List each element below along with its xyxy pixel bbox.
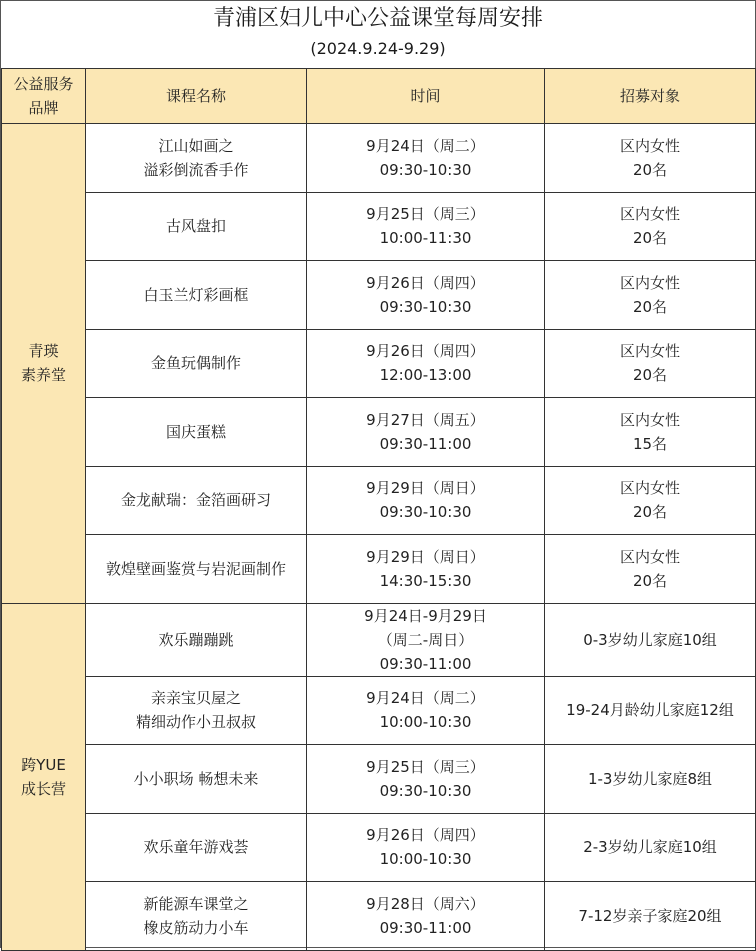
header-target: 招募对象 (545, 69, 756, 124)
table-row (2, 676, 756, 745)
table-row (2, 535, 756, 604)
target-cell: 19-24月龄幼儿家庭12组 (545, 676, 756, 745)
table-row (2, 603, 756, 676)
time-cell: 9月26日（周四） 09:30-10:30 (307, 261, 545, 330)
schedule-table (1, 68, 756, 951)
time-cell: 9月24日（周二） 09:30-10:30 (307, 124, 545, 193)
table-row (2, 192, 756, 261)
table-row (2, 261, 756, 330)
brand-cell: 跨YUE 成长营 (2, 603, 86, 950)
table-row (2, 398, 756, 467)
target-cell: 2-3岁幼儿家庭10组 (545, 813, 756, 882)
course-cell: 白玉兰灯彩画框 (86, 261, 307, 330)
course-cell: 金龙献瑞：金箔画研习 (86, 466, 307, 535)
course-cell: 亲亲宝贝屋之 精细动作小丑叔叔 (86, 676, 307, 745)
time-cell: 9月24日（周二） 10:00-10:30 (307, 676, 545, 745)
table-row (2, 124, 756, 193)
table-row (2, 745, 756, 814)
page-title: 青浦区妇儿中心公益课堂每周安排 (212, 6, 543, 31)
course-cell: 欢乐蹦蹦跳 (86, 603, 307, 676)
course-cell: 小小职场 畅想未来 (86, 745, 307, 814)
course-cell: 金鱼玩偶制作 (86, 329, 307, 398)
target-cell: 0-3岁幼儿家庭10组 (545, 603, 756, 676)
course-cell: 江山如画之 溢彩倒流香手作 (86, 124, 307, 193)
table-row (2, 813, 756, 882)
table-row (2, 882, 756, 951)
time-cell: 9月26日（周四） 12:00-13:00 (307, 329, 545, 398)
target-cell: 区内女性 20名 (545, 535, 756, 604)
course-cell: 欢乐童年游戏荟 (86, 813, 307, 882)
course-cell: 敦煌壁画鉴赏与岩泥画制作 (86, 535, 307, 604)
target-cell: 区内女性 15名 (545, 398, 756, 467)
time-cell: 9月25日（周三） 10:00-11:30 (307, 192, 545, 261)
header-brand: 公益服务 品牌 (2, 69, 86, 124)
header-time: 时间 (307, 69, 545, 124)
target-cell: 区内女性 20名 (545, 329, 756, 398)
target-cell: 区内女性 20名 (545, 124, 756, 193)
page-subtitle: (2024.9.24-9.29) (310, 39, 446, 58)
target-cell: 区内女性 20名 (545, 261, 756, 330)
time-cell: 9月27日（周五） 09:30-11:00 (307, 398, 545, 467)
target-cell: 7-12岁亲子家庭20组 (545, 882, 756, 951)
time-cell: 9月24日-9月29日 （周二-周日） 09:30-11:00 (307, 603, 545, 676)
target-cell: 区内女性 20名 (545, 192, 756, 261)
time-cell: 9月28日（周六） 09:30-11:00 (307, 882, 545, 951)
table-row (2, 466, 756, 535)
course-cell: 新能源车课堂之 橡皮筋动力小车 (86, 882, 307, 951)
course-cell: 古风盘扣 (86, 192, 307, 261)
time-cell: 9月29日（周日） 09:30-10:30 (307, 466, 545, 535)
header-course: 课程名称 (86, 69, 307, 124)
course-cell: 国庆蛋糕 (86, 398, 307, 467)
brand-cell: 青瑛 素养堂 (2, 124, 86, 604)
table-row (2, 329, 756, 398)
header-row (2, 69, 756, 124)
target-cell: 1-3岁幼儿家庭8组 (545, 745, 756, 814)
time-cell: 9月26日（周四） 10:00-10:30 (307, 813, 545, 882)
time-cell: 9月29日（周日） 14:30-15:30 (307, 535, 545, 604)
target-cell: 区内女性 20名 (545, 466, 756, 535)
time-cell: 9月25日（周三） 09:30-10:30 (307, 745, 545, 814)
